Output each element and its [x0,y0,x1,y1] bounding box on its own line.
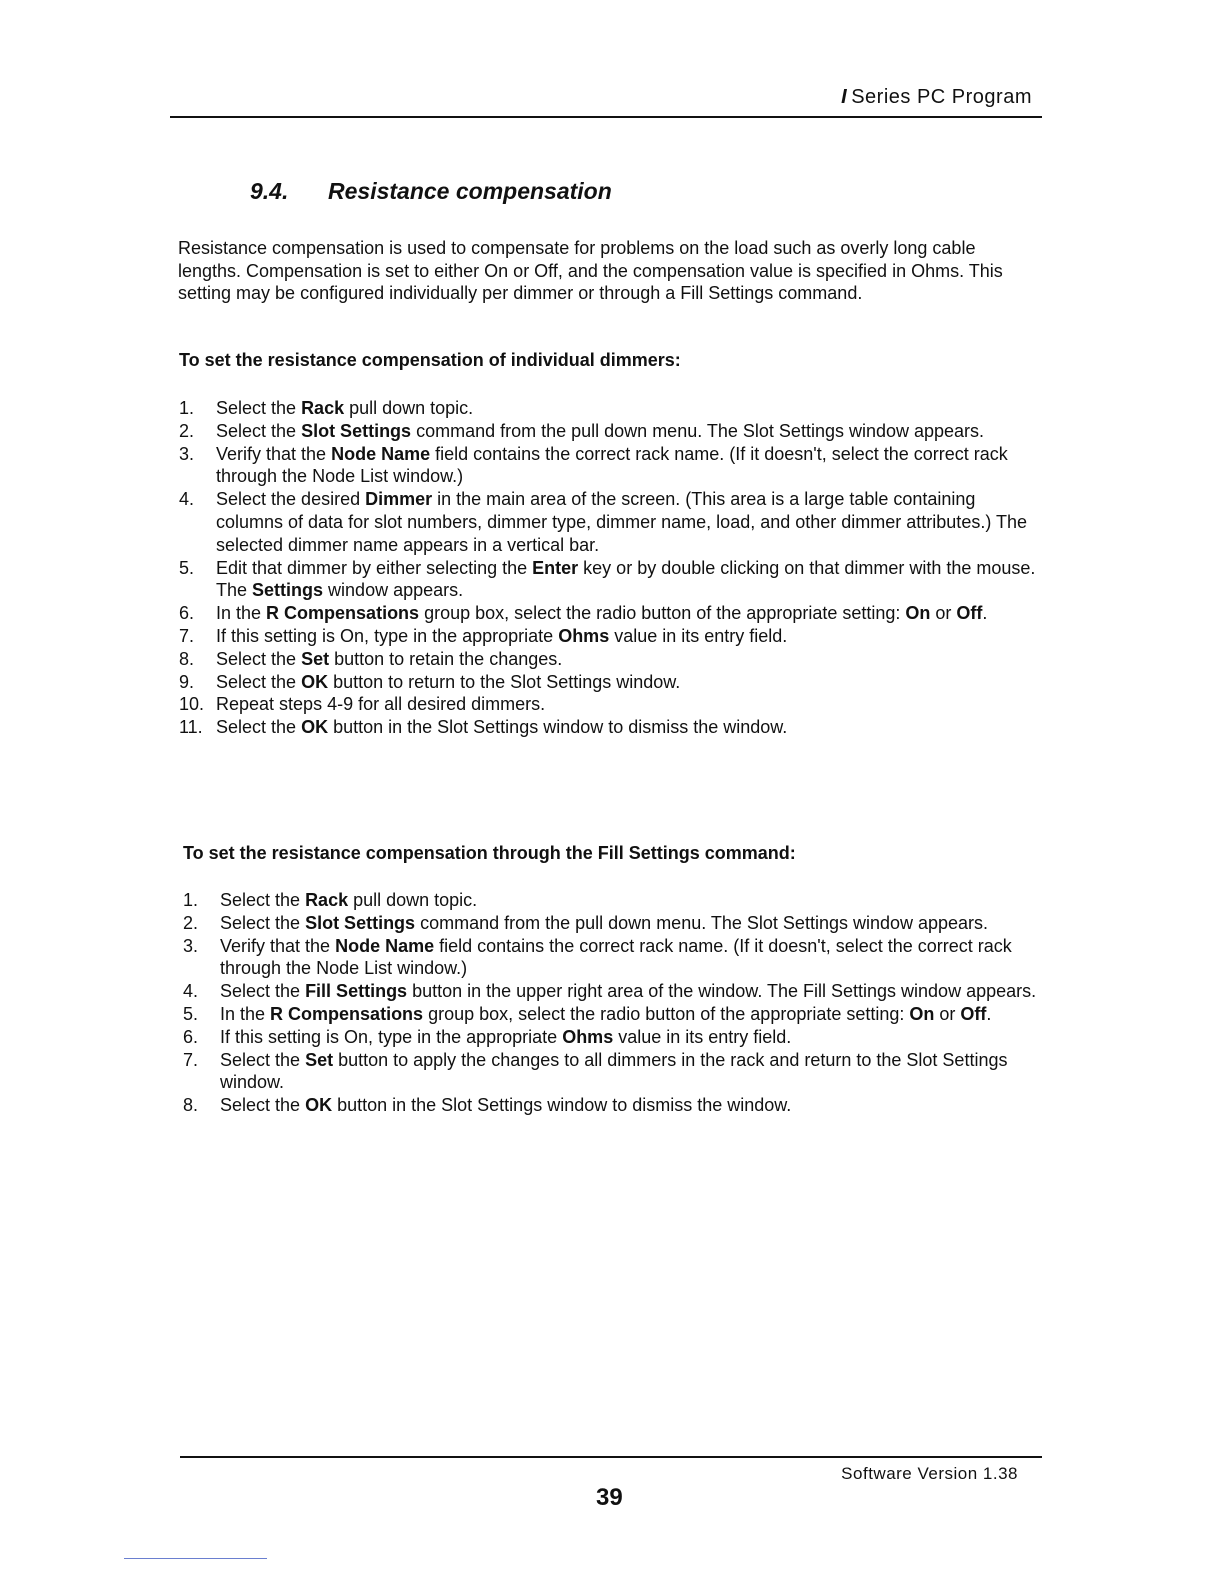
step-text: Select the [220,912,306,933]
step-emphasis: Ohms [562,1026,614,1047]
step-text: pull down topic. [344,398,474,418]
step-number: 4. [179,489,195,510]
step-text: in the main area of the screen. (This area is a large table containing columns of data for slot numbers, dimmer type, dimmer name, load, and other dimmer attributes.) The selected dimmer name appears in a vertical bar. [216,489,1028,555]
step-text: Select the desired [216,489,366,510]
step-emphasis: OK [305,1095,333,1116]
step-emphasis: Node Name [335,935,435,956]
step-number: 3. [183,935,199,956]
list-item [183,1003,1045,1026]
list-item [183,1094,1045,1117]
step-text: group box, select the radio button of the appropriate setting: [419,603,906,624]
step-text: value in its entry field. [613,1026,792,1047]
software-version: Software Version 1.38 [841,1464,1018,1483]
step-emphasis: R Compensations [266,603,420,624]
scan-mark [124,1558,267,1559]
step-text: Verify that the [220,935,336,956]
page-number: 39 [596,1484,623,1511]
step-number: 10. [179,694,205,715]
step-emphasis: Slot Settings [301,420,412,441]
step-text: button to return to the Slot Settings window. [328,671,681,692]
step-text: . [982,603,988,624]
list-item [179,716,1041,739]
step-emphasis: On [905,603,931,624]
list-item [183,935,1045,981]
step-text: . [986,1003,992,1024]
step-text: If this setting is On, type in the appropriate [220,1026,563,1047]
header-rule [170,116,1042,118]
list-item [179,557,1041,603]
step-text: or [930,603,957,624]
individual-steps-list [179,397,1041,739]
step-number: 2. [179,420,195,441]
step-number: 7. [179,625,195,646]
step-number: 4. [183,981,199,1002]
step-number: 9. [179,671,195,692]
step-number: 11. [179,717,203,738]
step-number: 6. [183,1026,199,1047]
step-text: button in the Slot Settings window to dismiss the window. [332,1095,792,1116]
step-emphasis: Fill Settings [305,981,408,1002]
header-title: Series PC Program [851,86,1032,108]
step-emphasis: Set [305,1049,334,1070]
step-number: 3. [179,443,195,464]
list-item [179,420,1041,443]
list-item [179,602,1041,625]
list-item [183,980,1045,1003]
step-text: field contains the correct rack name. (If it doesn't, select the correct rack through the Node List window.) [220,935,1012,979]
step-text: group box, select the radio button of the appropriate setting: [423,1003,910,1024]
step-text: pull down topic. [348,890,478,910]
step-emphasis: Dimmer [365,489,433,510]
section-number: 9.4. [250,178,289,204]
list-item [179,443,1041,489]
individual-heading: To set the resistance compensation of individual dimmers: [179,350,681,370]
list-item [179,625,1041,648]
step-emphasis: R Compensations [270,1003,424,1024]
step-text: value in its entry field. [609,625,788,646]
step-emphasis: Node Name [331,443,431,464]
step-text: If this setting is On, type in the appropriate [216,625,559,646]
step-text: button to apply the changes to all dimmers in the rack and return to the Slot Settings window. [220,1049,1008,1093]
running-header [841,86,1032,109]
step-emphasis: On [909,1003,935,1024]
step-emphasis: Off [960,1003,987,1024]
intro-paragraph: Resistance compensation is used to compensate for problems on the load such as overly long cable lengths. Compensation is set to either On or Off, and the compensation value is specified in Ohms. This setting may be configured individually per dimmer or through a Fill Settings command. [178,238,1003,303]
step-text: Select the [220,1049,306,1070]
step-emphasis: Settings [252,580,324,601]
step-number: 5. [179,557,195,578]
step-text: In the [220,1003,271,1024]
step-text: Select the [220,981,306,1002]
step-emphasis: OK [301,717,329,738]
step-emphasis: Off [956,603,983,624]
step-number: 7. [183,1049,199,1070]
list-item [179,693,1041,716]
step-number: 8. [179,648,195,669]
step-text: key or by double clicking on that dimmer with the mouse. The [216,557,1036,601]
step-text: Verify that the [216,443,332,464]
list-item [183,912,1045,935]
section-title: Resistance compensation [328,178,612,204]
step-emphasis: Rack [301,398,345,418]
step-number: 1. [183,890,199,910]
step-text: window appears. [323,580,464,601]
list-item [183,1049,1045,1095]
fill-steps-list [183,889,1045,1117]
step-emphasis: Rack [305,890,349,910]
step-text: Repeat steps 4-9 for all desired dimmers. [216,694,546,715]
step-emphasis: Set [301,648,330,669]
step-text: Select the [216,420,302,441]
step-emphasis: Ohms [558,625,610,646]
step-text: Select the [216,398,302,418]
list-item [183,889,1045,912]
section-heading [250,178,612,205]
step-text: field contains the correct rack name. (If it doesn't, select the correct rack through the Node List window.) [216,443,1008,487]
step-text: button in the Slot Settings window to dismiss the window. [328,717,788,738]
fill-heading: To set the resistance compensation through the Fill Settings command: [183,843,796,863]
step-text: command from the pull down menu. The Slot Settings window appears. [411,420,985,441]
step-number: 6. [179,603,195,624]
step-emphasis: OK [301,671,329,692]
step-number: 5. [183,1003,199,1024]
step-text: Select the [220,890,306,910]
step-emphasis: Slot Settings [305,912,416,933]
step-text: In the [216,603,267,624]
step-number: 2. [183,912,199,933]
list-item [179,397,1041,420]
step-text: Edit that dimmer by either selecting the [216,557,533,578]
header-prefix: I [841,86,848,108]
step-text: command from the pull down menu. The Slot Settings window appears. [415,912,989,933]
step-text: Select the [216,717,302,738]
step-text: Select the [216,648,302,669]
step-number: 8. [183,1095,199,1116]
list-item [179,648,1041,671]
list-item [179,671,1041,694]
list-item [179,488,1041,556]
list-item [183,1026,1045,1049]
step-emphasis: Enter [532,557,579,578]
step-number: 1. [179,398,195,418]
step-text: button in the upper right area of the window. The Fill Settings window appears. [407,981,1037,1002]
step-text: Select the [220,1095,306,1116]
step-text: or [934,1003,961,1024]
footer-rule [180,1456,1042,1458]
step-text: Select the [216,671,302,692]
step-text: button to retain the changes. [329,648,563,669]
